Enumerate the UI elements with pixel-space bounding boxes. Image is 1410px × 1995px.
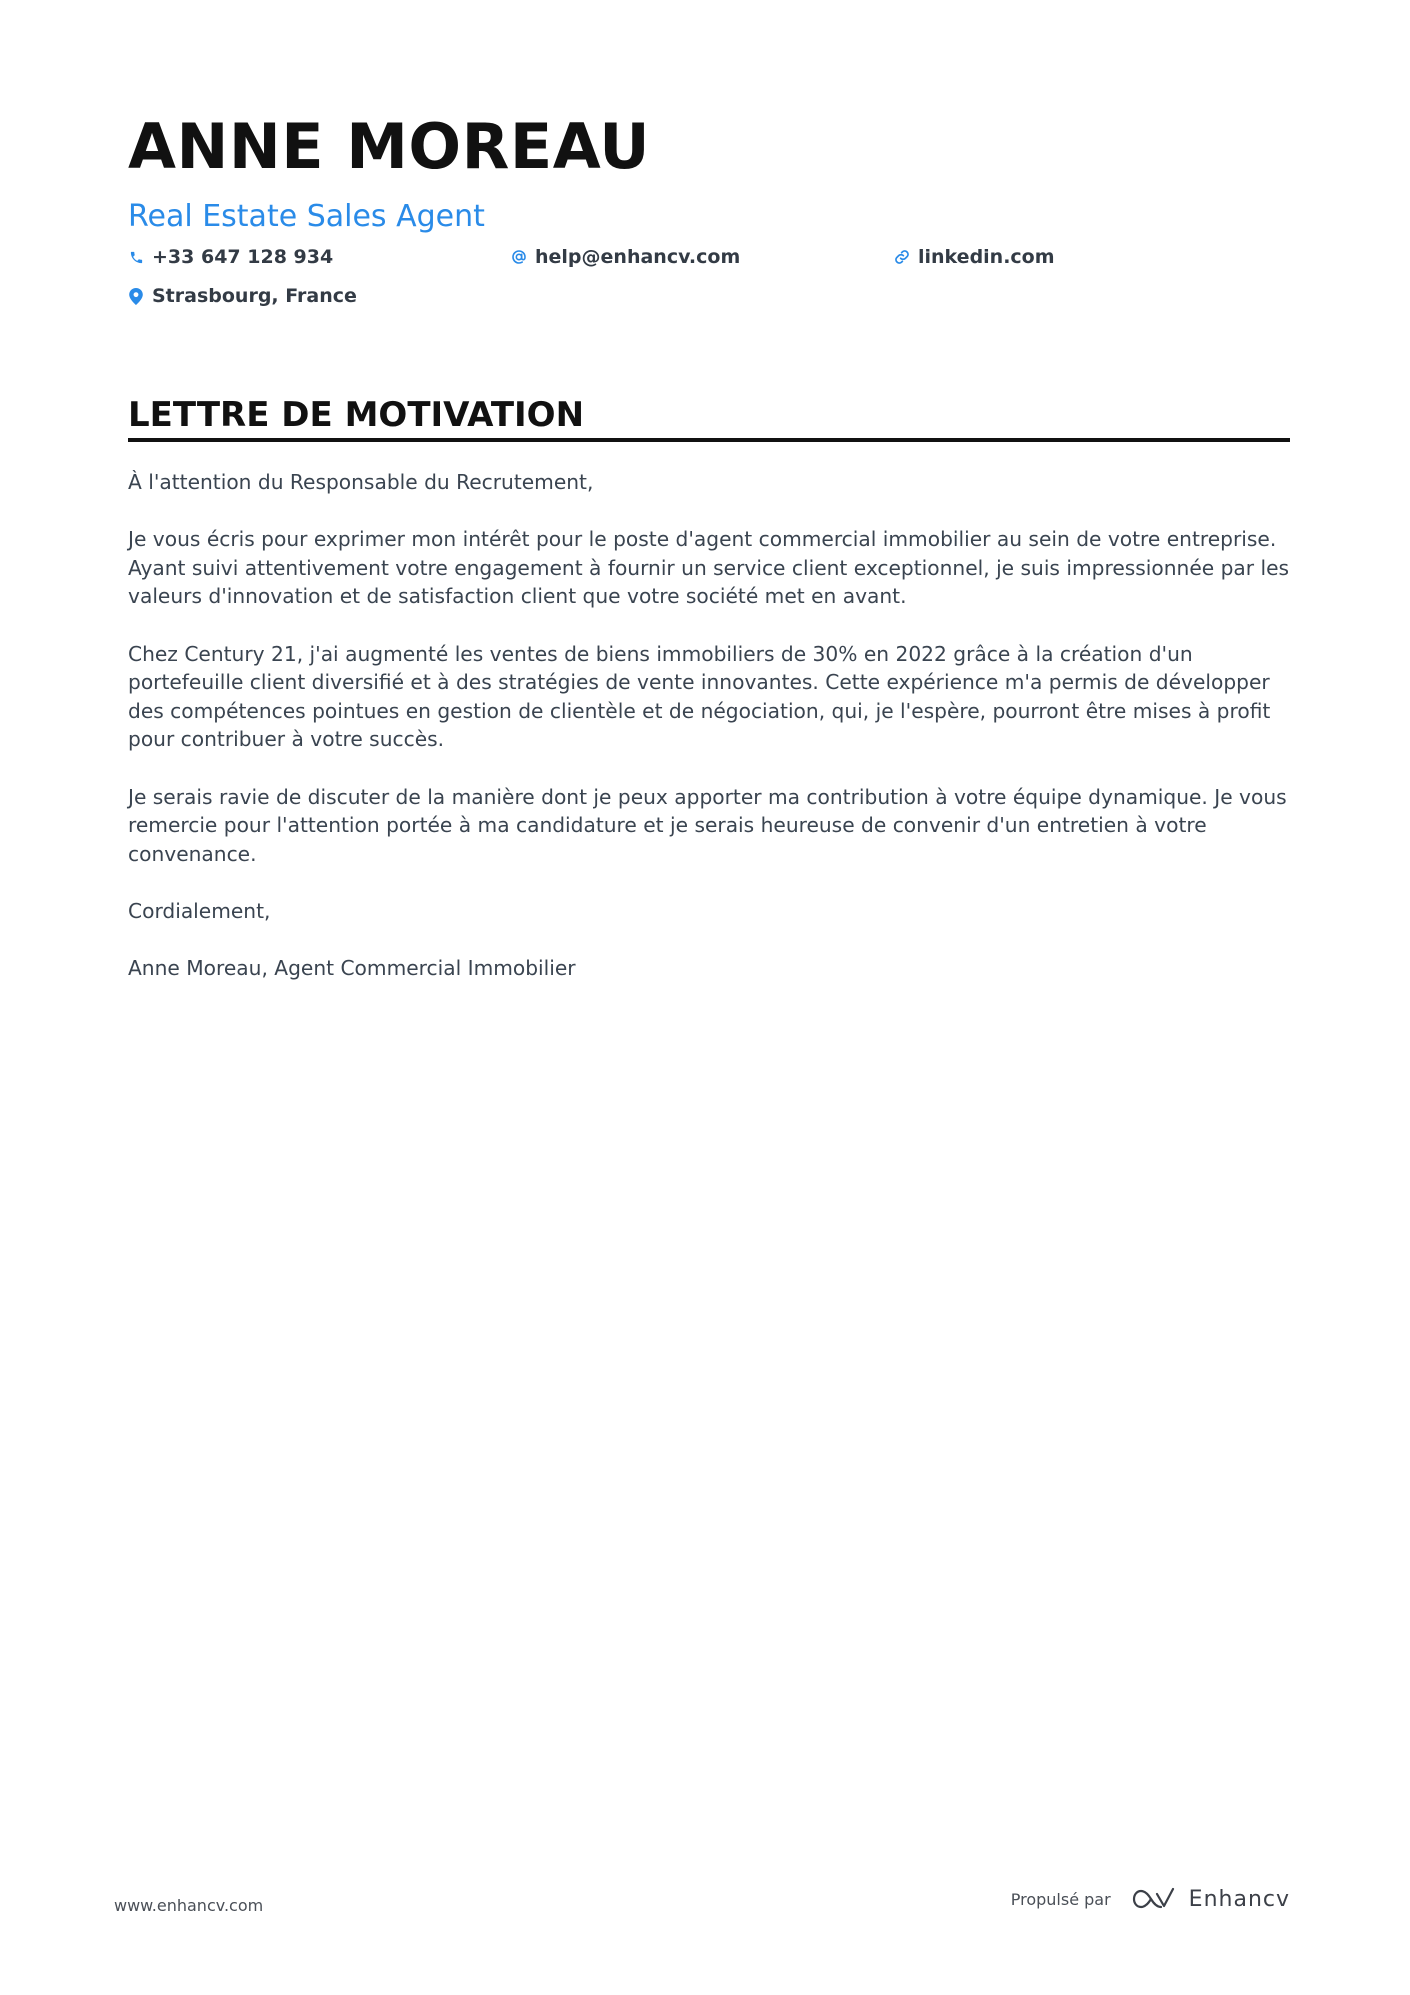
letter-body xyxy=(128,468,1290,1011)
location-text: Strasbourg, France xyxy=(152,285,357,307)
phone-text: +33 647 128 934 xyxy=(152,246,334,268)
brand-name: Enhancv xyxy=(1188,1886,1290,1912)
location-pin-icon xyxy=(128,287,144,305)
link-text: linkedin.com xyxy=(918,246,1055,268)
letter-paragraph: Je serais ravie de discuter de la manière dont je peux apporter ma contribution à votre équipe dynamique. Je vous remercie pour l'attention portée à ma candidature et je serais heureuse de convenir d'un entretien à votre convenance. xyxy=(128,784,1287,866)
enhancv-logo-icon xyxy=(1131,1886,1177,1912)
powered-by-text: Propulsé par xyxy=(1010,1889,1111,1909)
signature: Anne Moreau, Agent Commercial Immobilier xyxy=(128,956,576,981)
contact-email xyxy=(511,244,740,270)
footer-website: www.enhancv.com xyxy=(114,1896,264,1915)
email-text: help@enhancv.com xyxy=(535,246,741,268)
section-divider xyxy=(128,438,1290,442)
footer-branding xyxy=(1011,1886,1290,1912)
contact-link xyxy=(894,244,1055,270)
header xyxy=(128,108,1290,307)
section-title: LETTRE DE MOTIVATION xyxy=(128,395,585,435)
contact-info xyxy=(128,244,1290,324)
letter-paragraph: Chez Century 21, j'ai augmenté les ventes de biens immobiliers de 30% en 2022 grâce à la création d'un portefeuille client diversifié et à des stratégies de vente innovantes. Cette expérience m'a permis de développer des compétences pointues en gestion de clientèle et de négociation, qui, je l'espère, pourront être mises à profit pour contribuer à votre succès. xyxy=(128,641,1271,752)
link-icon xyxy=(894,248,910,266)
phone-icon xyxy=(128,248,144,266)
salutation: À l'attention du Responsable du Recrutement, xyxy=(128,470,594,494)
at-icon xyxy=(511,248,527,266)
contact-phone xyxy=(128,244,333,270)
contact-location xyxy=(128,283,357,309)
closing: Cordialement, xyxy=(128,898,271,923)
job-title: Real Estate Sales Agent xyxy=(128,199,485,234)
candidate-name: ANNE MOREAU xyxy=(128,110,651,183)
letter-paragraph: Je vous écris pour exprimer mon intérêt pour le poste d'agent commercial immobilier au sein de votre entreprise. Ayant suivi attentivement votre engagement à fournir un service client exceptionnel, je suis impressionnée par les valeurs d'innovation et de satisfaction client que votre société met en avant. xyxy=(128,527,1290,609)
